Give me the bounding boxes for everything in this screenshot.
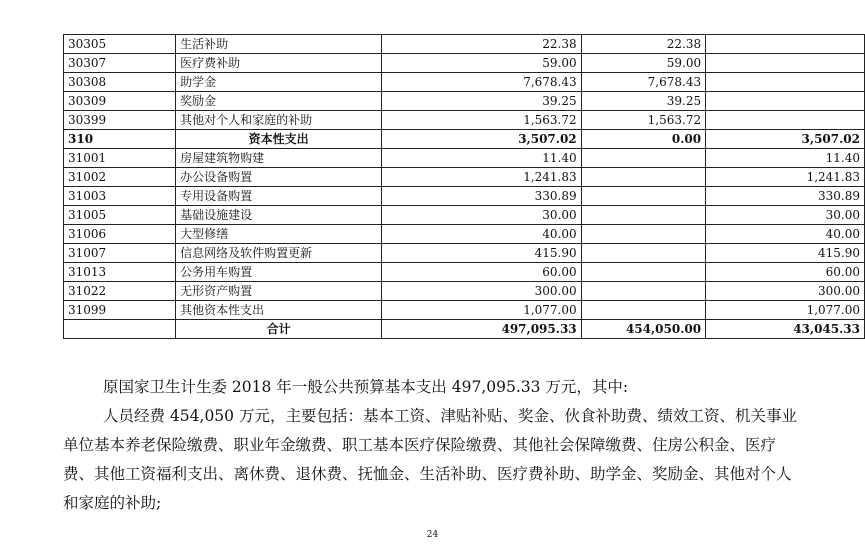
row-personnel-cell — [581, 282, 705, 301]
row-code-cell: 31007 — [64, 244, 176, 263]
row-total-cell: 22.38 — [382, 35, 581, 54]
table-row — [64, 168, 865, 187]
row-public-cell — [706, 54, 865, 73]
row-total-cell: 11.40 — [382, 149, 581, 168]
row-personnel-cell — [581, 244, 705, 263]
table-row — [64, 92, 865, 111]
table-row — [64, 111, 865, 130]
table-row — [64, 35, 865, 54]
summary-paragraph: 原国家卫生计生委 2018 年一般公共预算基本支出 497,095.33 万元，其中: — [103, 378, 629, 396]
row-code-cell: 30308 — [64, 73, 176, 92]
row-code-cell: 31022 — [64, 282, 176, 301]
row-public-cell: 415.90 — [706, 244, 865, 263]
budget-table-body — [64, 35, 865, 339]
row-code-cell: 31099 — [64, 301, 176, 320]
row-public-cell: 11.40 — [706, 149, 865, 168]
row-name-cell: 医疗费补助 — [176, 54, 382, 73]
row-code-cell: 31006 — [64, 225, 176, 244]
row-name-cell: 生活补助 — [176, 35, 382, 54]
row-code-cell: 31001 — [64, 149, 176, 168]
row-public-cell: 43,045.33 — [706, 320, 865, 339]
row-name-cell: 其他资本性支出 — [176, 301, 382, 320]
row-code-cell: 31002 — [64, 168, 176, 187]
row-personnel-cell: 22.38 — [581, 35, 705, 54]
row-total-cell: 40.00 — [382, 225, 581, 244]
row-total-cell: 30.00 — [382, 206, 581, 225]
row-code-cell: 30305 — [64, 35, 176, 54]
row-public-cell — [706, 92, 865, 111]
row-personnel-cell: 1,563.72 — [581, 111, 705, 130]
row-code-cell: 31003 — [64, 187, 176, 206]
row-personnel-cell — [581, 225, 705, 244]
table-row — [64, 206, 865, 225]
table-row — [64, 244, 865, 263]
row-name-cell: 房屋建筑物购建 — [176, 149, 382, 168]
row-name-cell: 奖励金 — [176, 92, 382, 111]
row-personnel-cell: 7,678.43 — [581, 73, 705, 92]
row-name-cell: 信息网络及软件购置更新 — [176, 244, 382, 263]
row-code-cell: 30309 — [64, 92, 176, 111]
row-name-cell: 专用设备购置 — [176, 187, 382, 206]
row-code-cell — [64, 320, 176, 339]
row-code-cell: 31005 — [64, 206, 176, 225]
row-personnel-cell — [581, 206, 705, 225]
table-row — [64, 225, 865, 244]
row-personnel-cell — [581, 168, 705, 187]
row-total-cell: 300.00 — [382, 282, 581, 301]
table-row — [64, 301, 865, 320]
row-total-cell: 60.00 — [382, 263, 581, 282]
row-personnel-cell — [581, 187, 705, 206]
row-code-cell: 30307 — [64, 54, 176, 73]
row-total-cell: 497,095.33 — [382, 320, 581, 339]
row-name-cell: 其他对个人和家庭的补助 — [176, 111, 382, 130]
row-personnel-cell: 59.00 — [581, 54, 705, 73]
row-public-cell — [706, 111, 865, 130]
row-personnel-cell: 454,050.00 — [581, 320, 705, 339]
table-row — [64, 320, 865, 339]
row-name-cell: 助学金 — [176, 73, 382, 92]
table-row — [64, 130, 865, 149]
table-row — [64, 54, 865, 73]
table-row — [64, 282, 865, 301]
row-total-cell: 1,077.00 — [382, 301, 581, 320]
row-name-cell: 基础设施建设 — [176, 206, 382, 225]
row-personnel-cell: 0.00 — [581, 130, 705, 149]
row-public-cell — [706, 35, 865, 54]
row-personnel-cell — [581, 149, 705, 168]
row-public-cell: 1,077.00 — [706, 301, 865, 320]
row-personnel-cell — [581, 263, 705, 282]
row-name-cell: 资本性支出 — [176, 130, 382, 149]
budget-table — [63, 34, 865, 339]
row-code-cell: 310 — [64, 130, 176, 149]
row-name-cell: 无形资产购置 — [176, 282, 382, 301]
row-name-cell: 合计 — [176, 320, 382, 339]
table-row — [64, 187, 865, 206]
row-code-cell: 31013 — [64, 263, 176, 282]
row-public-cell: 3,507.02 — [706, 130, 865, 149]
row-public-cell: 1,241.83 — [706, 168, 865, 187]
row-total-cell: 1,563.72 — [382, 111, 581, 130]
table-row — [64, 73, 865, 92]
row-total-cell: 7,678.43 — [382, 73, 581, 92]
row-total-cell: 39.25 — [382, 92, 581, 111]
row-name-cell: 办公设备购置 — [176, 168, 382, 187]
row-total-cell: 59.00 — [382, 54, 581, 73]
row-personnel-cell: 39.25 — [581, 92, 705, 111]
row-total-cell: 1,241.83 — [382, 168, 581, 187]
row-public-cell: 30.00 — [706, 206, 865, 225]
row-name-cell: 公务用车购置 — [176, 263, 382, 282]
table-row — [64, 149, 865, 168]
row-public-cell: 60.00 — [706, 263, 865, 282]
row-total-cell: 3,507.02 — [382, 130, 581, 149]
row-total-cell: 415.90 — [382, 244, 581, 263]
table-row — [64, 263, 865, 282]
row-public-cell — [706, 73, 865, 92]
row-public-cell: 40.00 — [706, 225, 865, 244]
row-name-cell: 大型修缮 — [176, 225, 382, 244]
row-total-cell: 330.89 — [382, 187, 581, 206]
row-code-cell: 30399 — [64, 111, 176, 130]
personnel-expense-paragraph: 人员经费 454,050 万元，主要包括：基本工资、津贴补贴、奖金、伙食补助费、绩效工资、机关事业单位基本养老保险缴费、职业年金缴费、职工基本医疗保险缴费、其他社会保障缴费、住房公积金、医疗费、其他工资福利支出、离休费、退休费、抚恤金、生活补助、医疗费补助、助学金、奖励金、其他对个人和家庭的补助; — [63, 407, 797, 512]
row-public-cell: 300.00 — [706, 282, 865, 301]
row-personnel-cell — [581, 301, 705, 320]
row-public-cell: 330.89 — [706, 187, 865, 206]
page-number: 24 — [426, 530, 439, 540]
